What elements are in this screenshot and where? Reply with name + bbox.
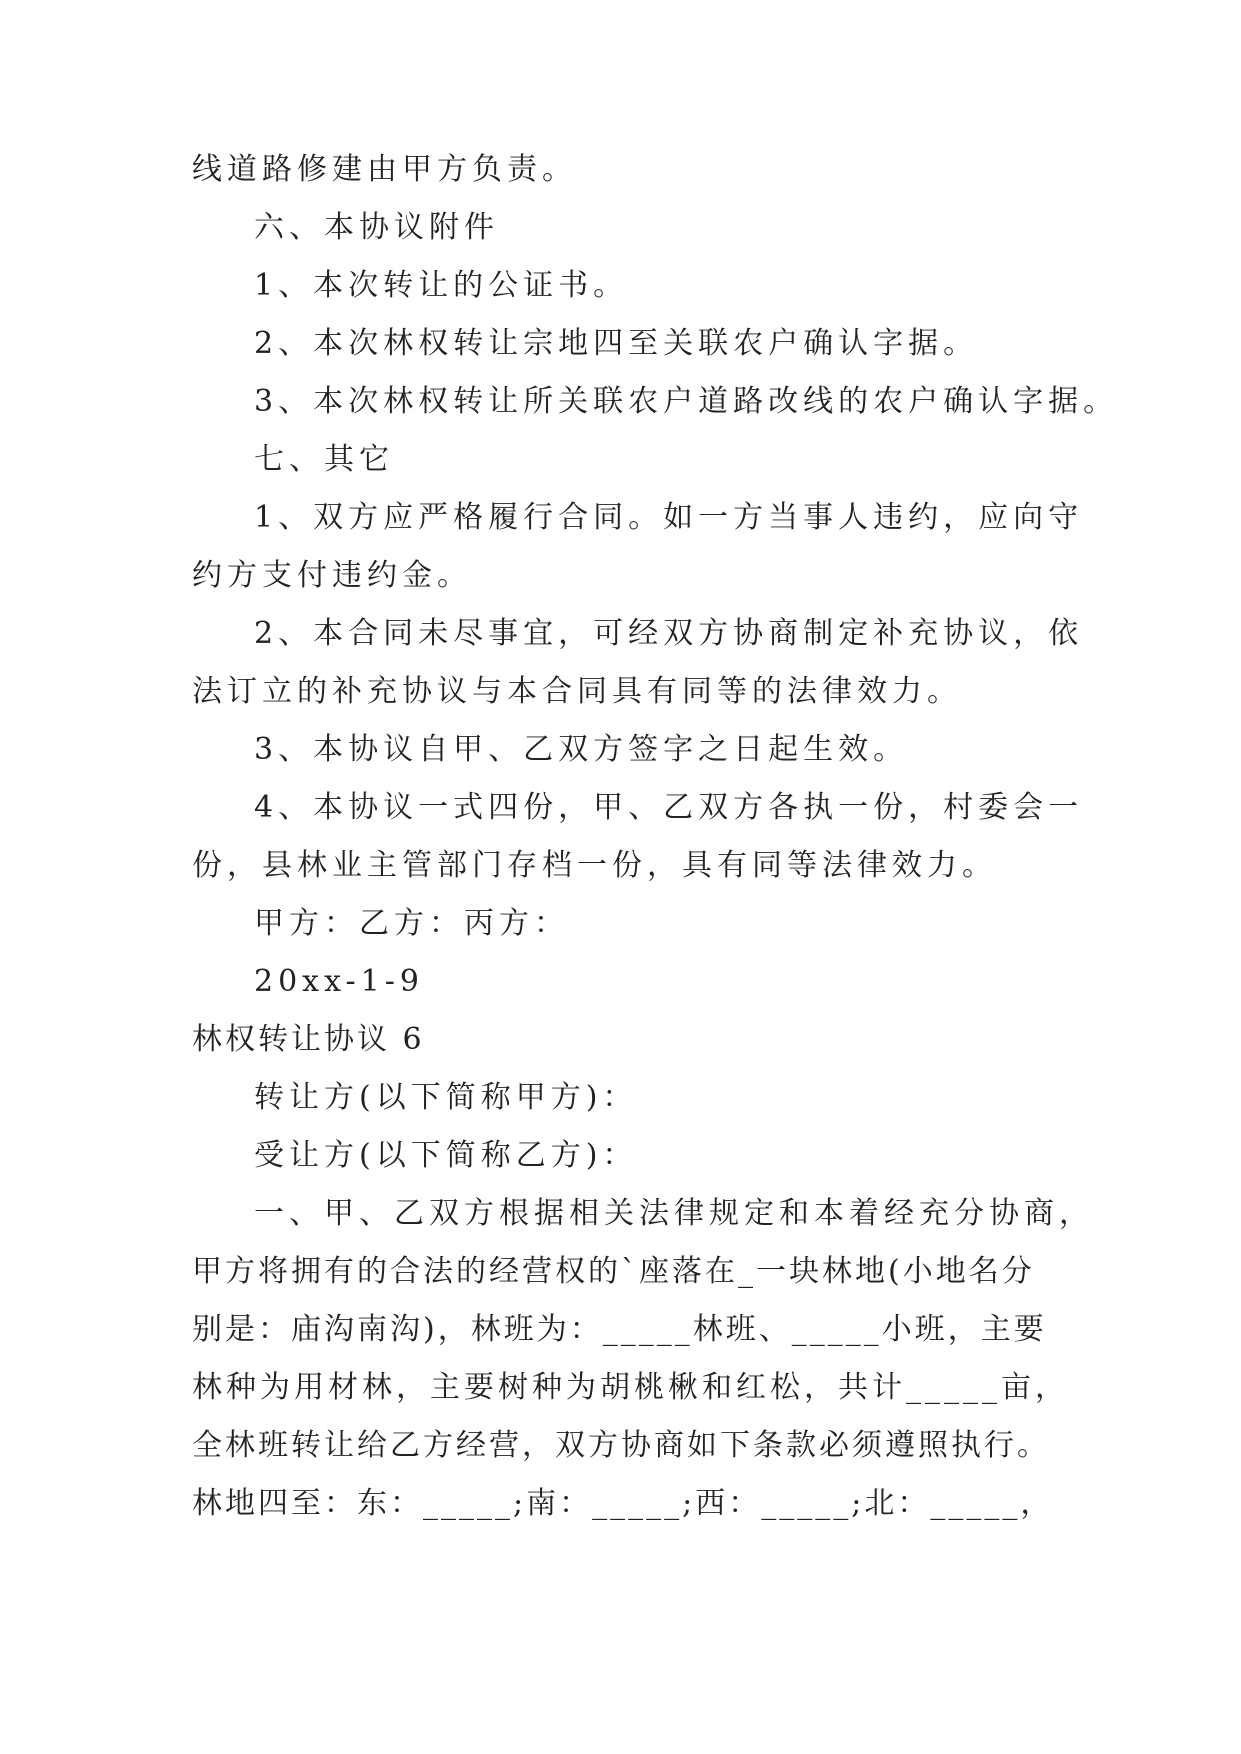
paragraph-line: 甲方将拥有的合法的经营权的`座落在_一块林地(小地名分 <box>192 1254 1035 1289</box>
list-item: 2、本次林权转让宗地四至关联农户确认字据。 <box>254 326 979 361</box>
paragraph-line: 别是：庙沟南沟)，林班为：_____林班、_____小班，主要 <box>192 1312 1047 1347</box>
paragraph-line: 一、甲、乙双方根据相关法律规定和本着经充分协商， <box>254 1196 1094 1231</box>
paragraph-line: 线道路修建由甲方负责。 <box>192 152 577 187</box>
list-item: 4、本协议一式四份，甲、乙双方各执一份，村委会一 <box>254 790 1084 825</box>
document-title: 林权转让协议 6 <box>192 1022 425 1057</box>
list-item: 1、双方应严格履行合同。如一方当事人违约，应向守 <box>254 500 1084 535</box>
date-line: 20xx-1-9 <box>254 964 424 999</box>
paragraph-line: 约方支付违约金。 <box>192 558 472 593</box>
paragraph-line: 全林班转让给乙方经营，双方协商如下条款必须遵照执行。 <box>192 1428 1050 1463</box>
list-item: 3、本协议自甲、乙双方签字之日起生效。 <box>254 732 909 767</box>
section-heading: 六、本协议附件 <box>254 210 499 245</box>
party-line: 转让方(以下简称甲方)： <box>254 1080 638 1115</box>
list-item: 1、本次转让的公证书。 <box>254 268 629 303</box>
paragraph-line: 份，县林业主管部门存档一份，具有同等法律效力。 <box>192 848 997 883</box>
paragraph-line: 林种为用材林，主要树种为胡桃楸和红松，共计_____亩， <box>192 1370 1069 1405</box>
section-heading: 七、其它 <box>254 442 394 477</box>
paragraph-line: 法订立的补充协议与本合同具有同等的法律效力。 <box>192 674 962 709</box>
signature-line: 甲方：乙方：丙方： <box>254 906 569 941</box>
paragraph-line: 林地四至：东：_____;南：_____;西：_____;北：_____， <box>192 1486 1054 1521</box>
list-item: 3、本次林权转让所关联农户道路改线的农户确认字据。 <box>254 384 1119 419</box>
party-line: 受让方(以下简称乙方)： <box>254 1138 638 1173</box>
list-item: 2、本合同未尽事宜，可经双方协商制定补充协议，依 <box>254 616 1084 651</box>
